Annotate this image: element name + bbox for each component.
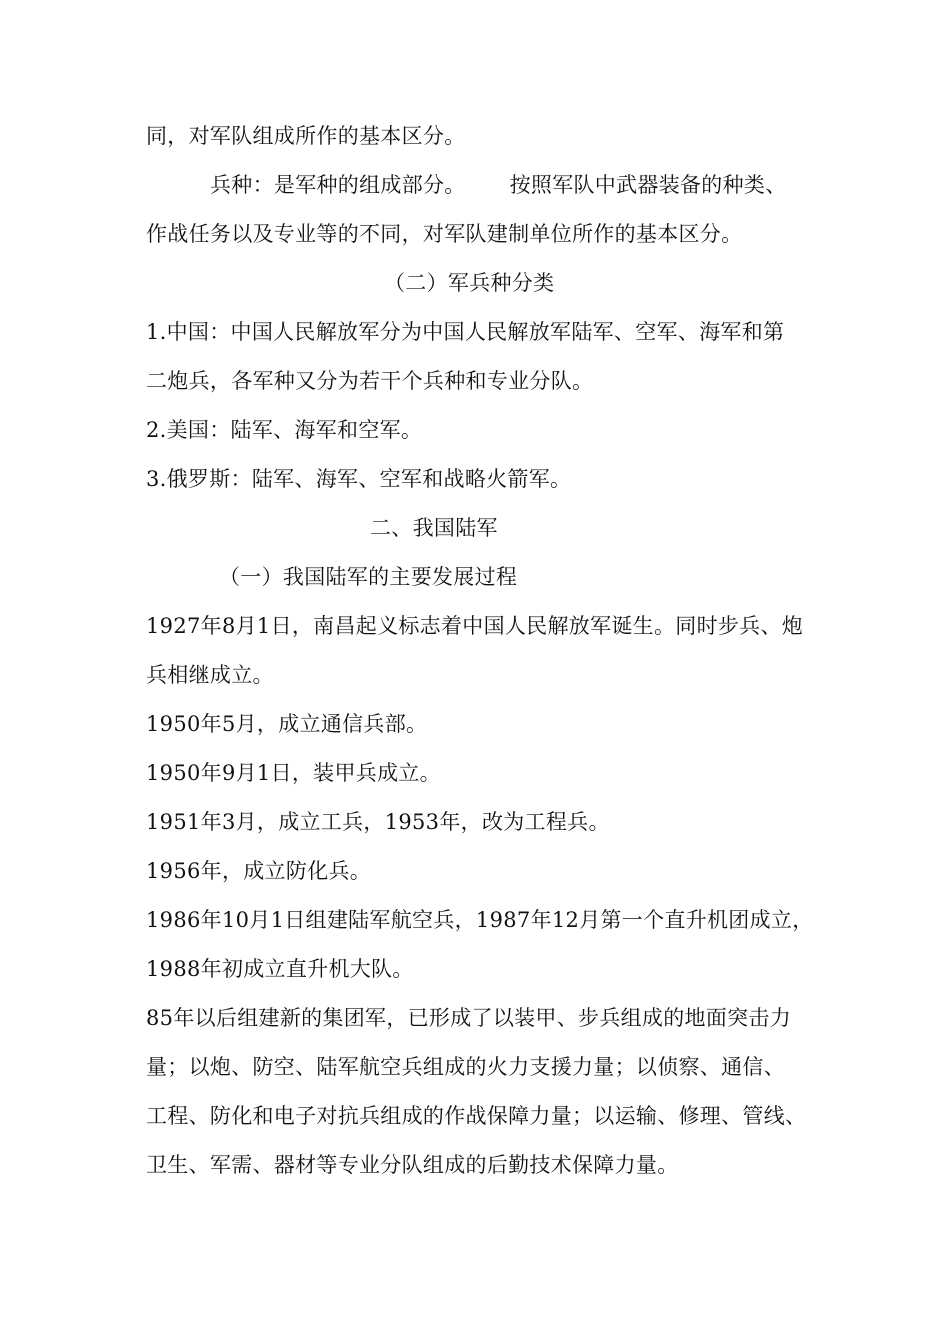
body-line: 1927年8月1日，南昌起义标志着中国人民解放军诞生。同时步兵、炮 [146,614,804,638]
body-line: 同，对军队组成所作的基本区分。 [146,124,466,148]
subsection-heading: （一）我国陆军的主要发展过程 [219,565,518,589]
body-line: 1950年5月，成立通信兵部。 [146,712,428,736]
list-item-continuation: 二炮兵，各军种又分为若干个兵种和专业分队。 [146,369,594,393]
body-line: 1951年3月，成立工兵，1953年，改为工程兵。 [146,810,610,834]
list-item: 3.俄罗斯：陆军、海军、空军和战略火箭军。 [146,467,572,491]
body-line: 卫生、军需、器材等专业分队组成的后勤技术保障力量。 [146,1153,679,1177]
body-line: 1988年初成立直升机大队。 [146,957,414,981]
term-definition: 兵种：是军种的组成部分。 [210,173,466,197]
body-line: 兵相继成立。 [146,663,274,687]
chapter-heading: 二、我国陆军 [370,516,498,540]
body-line: 量；以炮、防空、陆军航空兵组成的火力支援力量；以侦察、通信、 [146,1055,785,1079]
list-item: 2.美国：陆军、海军和空军。 [146,418,423,442]
body-line: 作战任务以及专业等的不同，对军队建制单位所作的基本区分。 [146,222,743,246]
body-line: 1956年，成立防化兵。 [146,859,372,883]
section-heading: （二）军兵种分类 [384,271,555,295]
body-line: 85年以后组建新的集团军，已形成了以装甲、步兵组成的地面突击力 [146,1006,792,1030]
body-line: 1986年10月1日组建陆军航空兵，1987年12月第一个直升机团成立， [146,908,814,932]
body-text: 按照军队中武器装备的种类、 [509,173,787,197]
list-item: 1.中国：中国人民解放军分为中国人民解放军陆军、空军、海军和第 [146,320,785,344]
body-line: 1950年9月1日，装甲兵成立。 [146,761,441,785]
body-line: 工程、防化和电子对抗兵组成的作战保障力量；以运输、修理、管线、 [146,1104,807,1128]
paragraph-line [210,170,787,200]
